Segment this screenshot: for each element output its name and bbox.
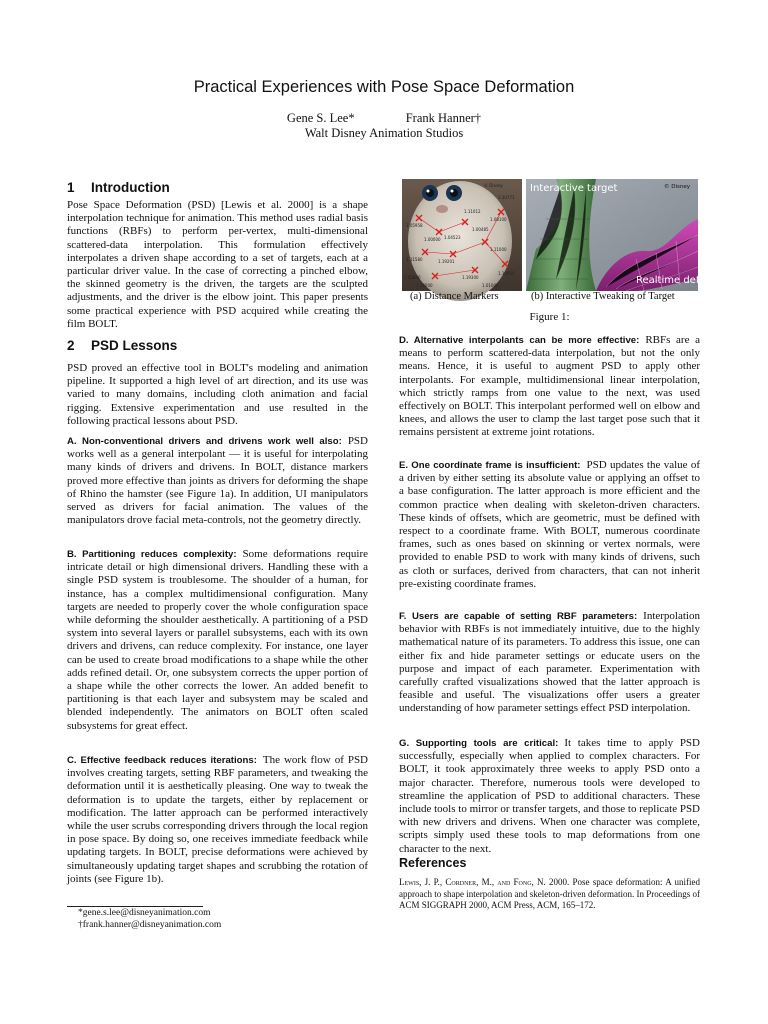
- figure-label: Figure 1:: [529, 311, 570, 323]
- section-title: Introduction: [91, 180, 170, 195]
- marker-value: 1.04523: [444, 235, 461, 240]
- section-number: 2: [67, 338, 75, 353]
- marker-value: 1.05958: [406, 223, 423, 228]
- lesson-e-text: PSD updates the value of a driven by either setting its absolute value or applying an offset to a base configuration. The latter approach is more efficient and the common practice when dealing with skeleton-driven characters. These kinds of offsets, which are geometric, must be defined with respect to a coordinate frame. With BOLT, numerous coordinate frames, such as ones based on skinning or vertex normals, were provided to enable PSD to work with many kinds of drivens, such as cloth or surfaces, derived from characters, that can not inherit pre-existing coordinate frames.: [399, 459, 700, 590]
- reference-authors: Lewis, J. P., Cordner, M., and Fong, N.: [399, 877, 546, 887]
- section-heading-psd-lessons: [67, 338, 177, 353]
- lesson-d-heading: D. Alternative interpolants can be more effective:: [399, 335, 640, 346]
- footnote-2: †frank.hanner@disneyanimation.com: [78, 920, 222, 930]
- lesson-g-text: It takes time to apply PSD successfully, especially when applied to complex characters. For BOLT, it took approximately three weeks to apply PSD onto a major character. Therefore, numerous tools were developed to streamline the application of PSD to additional characters. These include tools to mirror or transfer targets, and those to replicate PSD with new drivers and drivens. When one character was complete, scripts simply used these tools to map deformations from one character to the next.: [399, 737, 701, 855]
- interactive-target-label: Interactive target: [530, 183, 618, 194]
- author-1: Gene S. Lee*: [286, 111, 355, 125]
- marker-value: 1.10050: [498, 271, 515, 276]
- footnote-1: *gene.s.lee@disneyanimation.com: [78, 908, 211, 918]
- marker-value: 1.00000: [424, 237, 441, 242]
- figure-1b-caption: (b) Interactive Tweaking of Target: [531, 291, 675, 302]
- lesson-a-heading: A. Non-conventional drivers and drivens work well also:: [67, 436, 342, 447]
- lesson-f-heading: F. Users are capable of setting RBF parameters:: [399, 611, 638, 622]
- marker-value: 1.19300: [462, 275, 479, 280]
- lesson-d-text: RBFs are a means to perform scattered-data interpolation, but not the only means. Hence, it is useful to augment PSD to apply other interpolants. For example, multidimensional linear interpolation, which strictly ramps from one value to the next, was used effectively on BOLT. This interpolant performed well on elbow and knees, and allows the user to clamp the last target pose such that it remains persistent at extreme joint rotations.: [399, 334, 700, 439]
- lesson-a: [67, 435, 368, 527]
- affiliation: Walt Disney Animation Studios: [304, 126, 464, 140]
- footnote-rule: [67, 906, 203, 907]
- realtime-deformation-label: Realtime deformation: [636, 275, 745, 286]
- lessons-paragraph: PSD proved an effective tool in BOLT's modeling and animation pipeline. It supported a high level of art direction, and its use was varied to many domains, including cloth animation and facial rigging. Extensive experimentation and use resulted in the following practical lessons about PSD.: [67, 362, 368, 427]
- lesson-f-text: Interpolation behavior with RBFs is not immediately intuitive, due to the highly mathematical nature of its parameters. To address this issue, one can either fix and hide parameter settings or educate users on the purpose and impact of each parameter. Experimentation with carefully crafted visualizations showed that the latter approach is feasible and useful. The visualizations offer users a greater understanding of how parameter settings effect PSD interpolation.: [399, 610, 700, 715]
- lesson-c-heading: C. Effective feedback reduces iterations:: [67, 755, 257, 766]
- figure-1a-caption: (a) Distance Markers: [410, 291, 499, 302]
- lesson-c: [67, 754, 368, 886]
- lesson-b-text: Some deformations require intricate detail or high dimensional drivers. Handling these with a single PSD system is troublesome. The shoulder of a human, for instance, has a complex multidimensional configuration. Many targets are needed to properly cover the whole configuration space while deforming the shoulder aesthetically. A partitioning of a PSD system into several layers or parallel subsystems, each with its own drivers and drivens, can reduce complexity. For instance, one layer can be used to create broad modifications to a shape while the other adds refined detail. Or, one subsystem corrects the upper portion of a shape while the other corrects the lower. An added benefit to partitioning is that each layer and subsystem may be scaled and blended independently. The animators on BOLT often scaled subsystems for great effect.: [67, 548, 368, 732]
- figure-1b-image: [526, 179, 745, 291]
- marker-value: 1.11000: [490, 247, 507, 252]
- marker-value: 1.00485: [472, 227, 489, 232]
- interactive-target-illustration: [526, 179, 745, 291]
- marker-value: 1.14000: [416, 283, 433, 288]
- marker-value: 1.19201: [438, 259, 455, 264]
- reference-entry: [399, 877, 700, 912]
- lesson-b: [67, 548, 368, 733]
- lesson-d: [399, 334, 700, 440]
- section-heading-introduction: [67, 180, 170, 195]
- lesson-b-heading: B. Partitioning reduces complexity:: [67, 549, 237, 560]
- lesson-c-text: The work flow of PSD involves creating targets, setting RBF parameters, and tweaking the deformation until it is aesthetically pleasing. One way to tweak the deformation is to update the targets, either by replacement or modification. The latter approach can be performed interactively while the user scrubs corresponding drivers through the local region in pose space. By doing so, one receives immediate feedback while updating targets. In BOLT, precise deformations were achieved by simultaneously updating target shapes and scrubbing the rotation of joints (see Figure 1b).: [67, 754, 369, 885]
- lesson-e: [399, 459, 700, 591]
- intro-paragraph: Pose Space Deformation (PSD) [Lewis et al. 2000] is a shape interpolation technique for animation. This method uses radial basis functions (RBFs) to perform per-vertex, multi-dimensional scattered-data interpolation. This formulation effectively interpolates a driven shape according to a set of targets, each at a particular driver value. In the case of correcting a pinched elbow, the skinned geometry is the driven, the targets are the sculpted adjustments, and the driver is the elbow joint. This paper presents some practical experience with PSD acquired while creating the film BOLT.: [67, 199, 368, 330]
- reference-body: 2000. Pose space deformation: A unified approach to shape interpolation and skeleton-driven deformation. In Proceedings of ACM SIGGRAPH 2000, ACM Press, ACM, 165–172.: [399, 877, 700, 910]
- marker-value: 1.11580: [406, 257, 423, 262]
- marker-value: 1.01000: [482, 283, 499, 288]
- marker-value: 1.02800: [404, 275, 421, 280]
- marker-value: 1.08100: [490, 217, 507, 222]
- author-2: Frank Hanner†: [405, 111, 482, 125]
- copyright-notice-a: © Disney: [484, 183, 503, 188]
- lesson-f: [399, 610, 700, 716]
- section-title: PSD Lessons: [91, 338, 178, 353]
- marker-value: 1.11012: [464, 209, 481, 214]
- copyright-notice-b: © Disney: [664, 184, 691, 190]
- lesson-a-text: PSD works well as a general interpolant — it is useful for interpolating many kinds of drivers and drivens. In BOLT, distance markers proved more effective than joints as drivers for deforming the shape of Rhino the hamster (see Figure 1a). In addition, UI manipulators served as drivers for facial animation. The values of the manipulators drove facial meta-controls, not the geometry directly.: [67, 435, 368, 527]
- paper-title: Practical Experiences with Pose Space Deformation: [193, 78, 575, 96]
- figure-1a-image: [402, 179, 522, 291]
- section-number: 1: [67, 180, 75, 195]
- references-heading: References: [399, 856, 467, 870]
- lesson-e-heading: E. One coordinate frame is insufficient:: [399, 460, 581, 471]
- lesson-g: [399, 737, 700, 856]
- lesson-g-heading: G. Supporting tools are critical:: [399, 738, 559, 749]
- author-list: [0, 111, 768, 126]
- distance-markers-illustration: [402, 179, 522, 291]
- marker-value: 1.20771: [498, 195, 515, 200]
